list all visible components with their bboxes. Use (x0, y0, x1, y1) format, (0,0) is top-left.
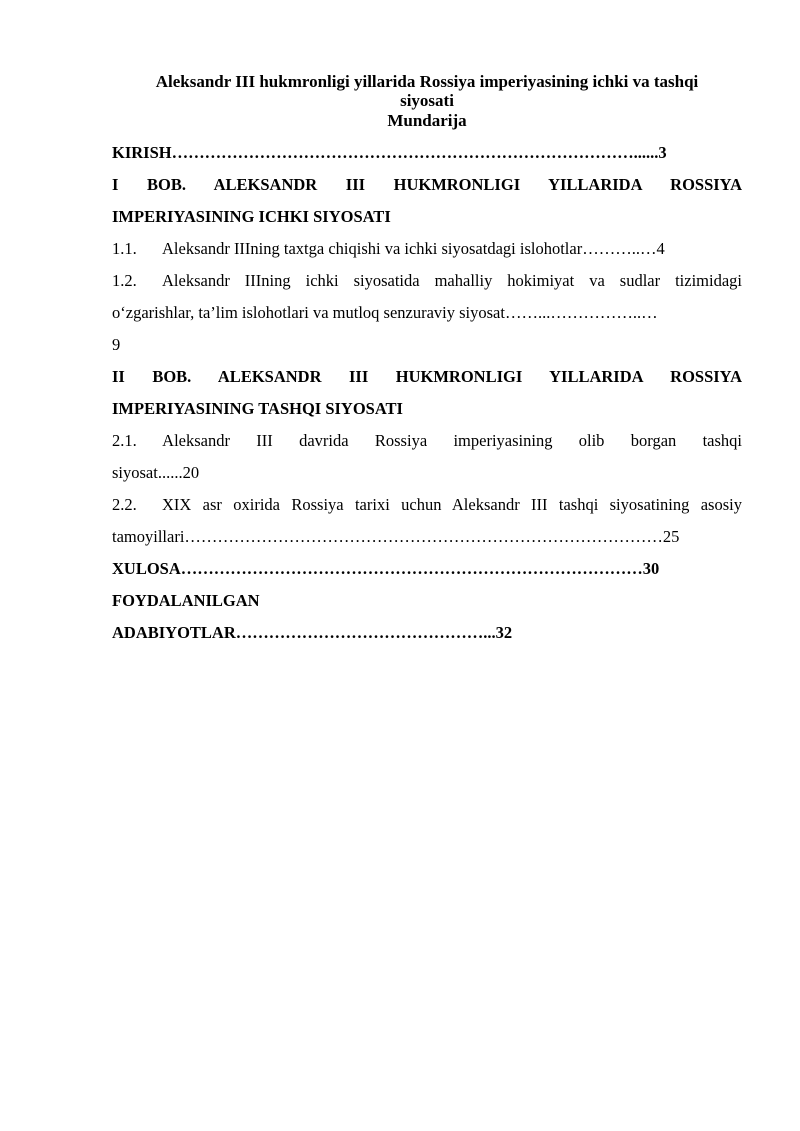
toc-chapter1-line1: I BOB. ALEKSANDR III HUKMRONLIGI YILLARIDA ROSSIYA (112, 175, 742, 194)
toc-chapter2-line2: IMPERIYASINING TASHQI SIYOSATI (112, 399, 403, 418)
toc-item-2-1-line1: 2.1. Aleksandr III davrida Rossiya imperiyasining olib borgan tashqi (112, 431, 742, 450)
toc-item-2-2-text: XIX asr oxirida Rossiya tarixi uchun Aleksandr III tashqi siyosatining asosiy (162, 495, 742, 514)
toc-item-2-2-number: 2.2. (112, 495, 137, 514)
toc-xulosa: XULOSA…………………………………………………………………………30 (112, 559, 660, 578)
table-of-contents (112, 137, 742, 649)
toc-item-1-1-text: Aleksandr IIIning taxtga chiqishi va ichki siyosatdagi islohotlar………..…4 (162, 239, 665, 258)
toc-item-1-1-number: 1.1. (112, 239, 137, 258)
toc-item-2-2-line1 (112, 489, 742, 521)
toc-heading: Mundarija (387, 111, 467, 130)
toc-item-2-2-line2: tamoyillari……………………………………………………………………………25 (112, 527, 680, 546)
toc-item-2-1-line2: siyosat......20 (112, 463, 200, 482)
toc-item-1-2-line1 (112, 265, 742, 297)
toc-item-1-2-number: 1.2. (112, 271, 137, 290)
toc-item-1-2-line2: o‘zgarishlar, ta’lim islohotlari va mutloq senzuraviy siyosat……...……………..… (112, 303, 658, 322)
toc-foydalanilgan-line2: ADABIYOTLAR………………………………………...32 (112, 623, 513, 642)
toc-foydalanilgan-line1: FOYDALANILGAN (112, 591, 260, 610)
toc-item-1-2-page: 9 (112, 335, 121, 354)
toc-kirish: KIRISH…………………………………………………………………………......3 (112, 143, 667, 162)
toc-item-1-2-text: Aleksandr IIIning ichki siyosatida mahalliy hokimiyat va sudlar tizimidagi (162, 271, 742, 290)
toc-item-1-1 (112, 233, 742, 265)
document-title-line2: siyosati (400, 91, 454, 110)
document-page (112, 72, 742, 649)
toc-chapter2-line1: II BOB. ALEKSANDR III HUKMRONLIGI YILLARIDA ROSSIYA (112, 367, 742, 386)
document-title-line1: Aleksandr III hukmronligi yillarida Rossiya imperiyasining ichki va tashqi (155, 72, 699, 91)
toc-chapter1-line2: IMPERIYASINING ICHKI SIYOSATI (112, 207, 391, 226)
